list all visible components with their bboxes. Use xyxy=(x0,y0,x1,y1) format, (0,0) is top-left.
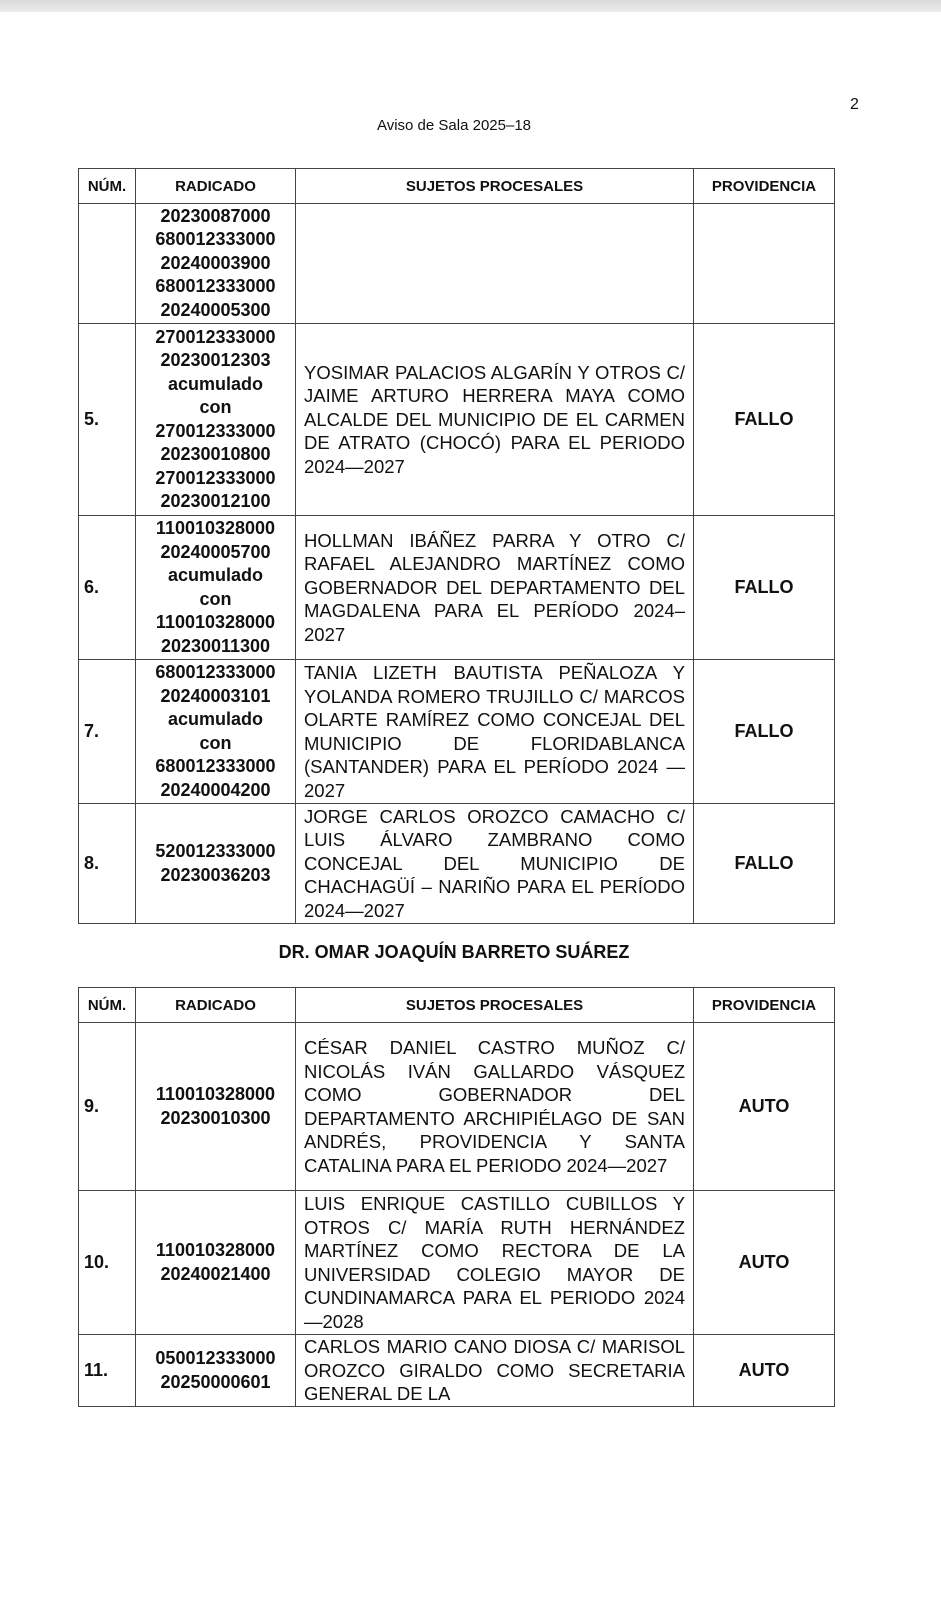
radicado-line: 20240005300 xyxy=(160,299,271,320)
radicado-line: 270012333000 xyxy=(155,326,276,347)
sujetos-procesales-cell: CARLOS MARIO CANO DIOSA C/ MARISOL OROZCO GIRALDO COMO SECRETARIA GENERAL DE LA xyxy=(296,1335,694,1407)
sujetos-procesales-cell: JORGE CARLOS OROZCO CAMACHO C/ LUIS ÁLVARO ZAMBRANO COMO CONCEJAL DEL MUNICIPIO DE CHACHAGÜÍ – NARIÑO PARA EL PERÍODO 2024—2027 xyxy=(296,804,694,924)
table-header-row xyxy=(79,988,835,1023)
providencia-cell: FALLO xyxy=(694,804,835,924)
radicado-line: 20240004200 xyxy=(160,779,271,800)
radicado-line: 680012333000 xyxy=(155,229,276,250)
table-row xyxy=(79,1335,835,1407)
radicado-line: 20230011300 xyxy=(160,635,271,656)
header-providencia: PROVIDENCIA xyxy=(694,169,835,204)
radicado-cell xyxy=(136,1023,296,1191)
radicado-line: con xyxy=(199,397,232,417)
radicado-line: 520012333000 xyxy=(155,841,276,861)
row-number: 7. xyxy=(79,660,136,804)
header-radicado: RADICADO xyxy=(136,169,296,204)
radicado-line: 20240005700 xyxy=(160,541,271,562)
row-number: 9. xyxy=(79,1023,136,1191)
radicado-line: 20250000601 xyxy=(160,1371,271,1392)
radicado-line: con xyxy=(199,588,232,609)
header-radicado: RADICADO xyxy=(136,988,296,1023)
radicado-line: 20230012303 xyxy=(160,350,271,370)
table-row xyxy=(79,660,835,804)
providencia-cell: FALLO xyxy=(694,516,835,660)
magistrate-title: DR. OMAR JOAQUÍN BARRETO SUÁREZ xyxy=(278,942,630,962)
radicado-cell xyxy=(136,204,296,324)
radicado-line: con xyxy=(199,732,232,753)
row-number: 5. xyxy=(79,324,136,516)
table2-body xyxy=(79,1023,835,1407)
radicado-line: acumulado xyxy=(167,565,264,585)
table-row xyxy=(79,1023,835,1191)
providencia-cell xyxy=(694,204,835,324)
radicado-line: 20240021400 xyxy=(160,1263,271,1284)
radicado-line: 110010328000 xyxy=(155,1084,276,1104)
radicado-line: 20240003101 xyxy=(160,685,271,706)
radicado-line: 20230010300 xyxy=(160,1107,271,1128)
page-number: 2 xyxy=(850,96,859,113)
table-row xyxy=(79,804,835,924)
table-header-row xyxy=(79,169,835,204)
row-number: 6. xyxy=(79,516,136,660)
radicado-cell xyxy=(136,516,296,660)
header-sujetos: SUJETOS PROCESALES xyxy=(296,169,694,204)
providencia-cell: AUTO xyxy=(694,1335,835,1407)
radicado-line: 20230087000 xyxy=(160,205,271,226)
radicado-line: 110010328000 xyxy=(155,1240,276,1260)
radicado-line: 270012333000 xyxy=(155,420,276,441)
sujetos-procesales-cell: HOLLMAN IBÁÑEZ PARRA Y OTRO C/ RAFAEL ALEJANDRO MARTÍNEZ COMO GOBERNADOR DEL DEPARTAMENTO DEL MAGDALENA PARA EL PERÍODO 2024–2027 xyxy=(296,516,694,660)
sujetos-procesales-cell: YOSIMAR PALACIOS ALGARÍN Y OTROS C/ JAIME ARTURO HERRERA MAYA COMO ALCALDE DEL MUNICIPIO DE EL CARMEN DE ATRATO (CHOCÓ) PARA EL PERIODO 2024—2027 xyxy=(296,324,694,516)
radicado-line: 110010328000 xyxy=(155,518,276,538)
row-number: 10. xyxy=(79,1191,136,1335)
row-number xyxy=(79,204,136,324)
radicado-cell xyxy=(136,660,296,804)
radicado-cell xyxy=(136,1335,296,1407)
sujetos-procesales-cell: TANIA LIZETH BAUTISTA PEÑALOZA Y YOLANDA ROMERO TRUJILLO C/ MARCOS OLARTE RAMÍREZ COMO CONCEJAL DEL MUNICIPIO DE FLORIDABLANCA (SANTANDER) PARA EL PERÍODO 2024 — 2027 xyxy=(296,660,694,804)
sujetos-procesales-cell: CÉSAR DANIEL CASTRO MUÑOZ C/ NICOLÁS IVÁN GALLARDO VÁSQUEZ COMO GOBERNADOR DEL DEPARTAMENTO ARCHIPIÉLAGO DE SAN ANDRÉS, PROVIDENCIA Y SANTA CATALINA PARA EL PERIODO 2024—2027 xyxy=(296,1023,694,1191)
radicado-line: 680012333000 xyxy=(155,756,276,776)
cases-table-1 xyxy=(78,168,835,924)
radicado-line: 050012333000 xyxy=(155,1348,276,1368)
header-sujetos: SUJETOS PROCESALES xyxy=(296,988,694,1023)
table1-body xyxy=(79,204,835,924)
header-num: NÚM. xyxy=(79,988,136,1023)
radicado-line: 680012333000 xyxy=(155,662,276,682)
radicado-line: 20230010800 xyxy=(160,444,271,464)
radicado-line: 20230036203 xyxy=(160,864,271,885)
header-num: NÚM. xyxy=(79,169,136,204)
cases-table-2 xyxy=(78,987,835,1407)
radicado-line: 110010328000 xyxy=(155,612,276,632)
table-row xyxy=(79,324,835,516)
radicado-line: acumulado xyxy=(167,373,264,394)
table-row xyxy=(79,204,835,324)
radicado-line: 20240003900 xyxy=(160,252,271,273)
providencia-cell: FALLO xyxy=(694,660,835,804)
row-number: 11. xyxy=(79,1335,136,1407)
sujetos-procesales-cell: LUIS ENRIQUE CASTILLO CUBILLOS Y OTROS C/ MARÍA RUTH HERNÁNDEZ MARTÍNEZ COMO RECTORA DE LA UNIVERSIDAD COLEGIO MAYOR DE CUNDINAMARCA PARA EL PERIODO 2024—2028 xyxy=(296,1191,694,1335)
radicado-line: 20230012100 xyxy=(160,491,271,511)
table-row xyxy=(79,1191,835,1335)
radicado-cell xyxy=(136,324,296,516)
document-header: Aviso de Sala 2025–18 xyxy=(376,117,531,134)
table-row xyxy=(79,516,835,660)
radicado-line: acumulado xyxy=(167,709,264,729)
header-providencia: PROVIDENCIA xyxy=(694,988,835,1023)
providencia-cell: AUTO xyxy=(694,1191,835,1335)
row-number: 8. xyxy=(79,804,136,924)
radicado-line: 680012333000 xyxy=(155,276,276,297)
viewer-top-bar xyxy=(0,0,941,12)
radicado-cell xyxy=(136,1191,296,1335)
radicado-cell xyxy=(136,804,296,924)
providencia-cell: AUTO xyxy=(694,1023,835,1191)
sujetos-procesales-cell xyxy=(296,204,694,324)
radicado-line: 270012333000 xyxy=(155,467,276,488)
providencia-cell: FALLO xyxy=(694,324,835,516)
